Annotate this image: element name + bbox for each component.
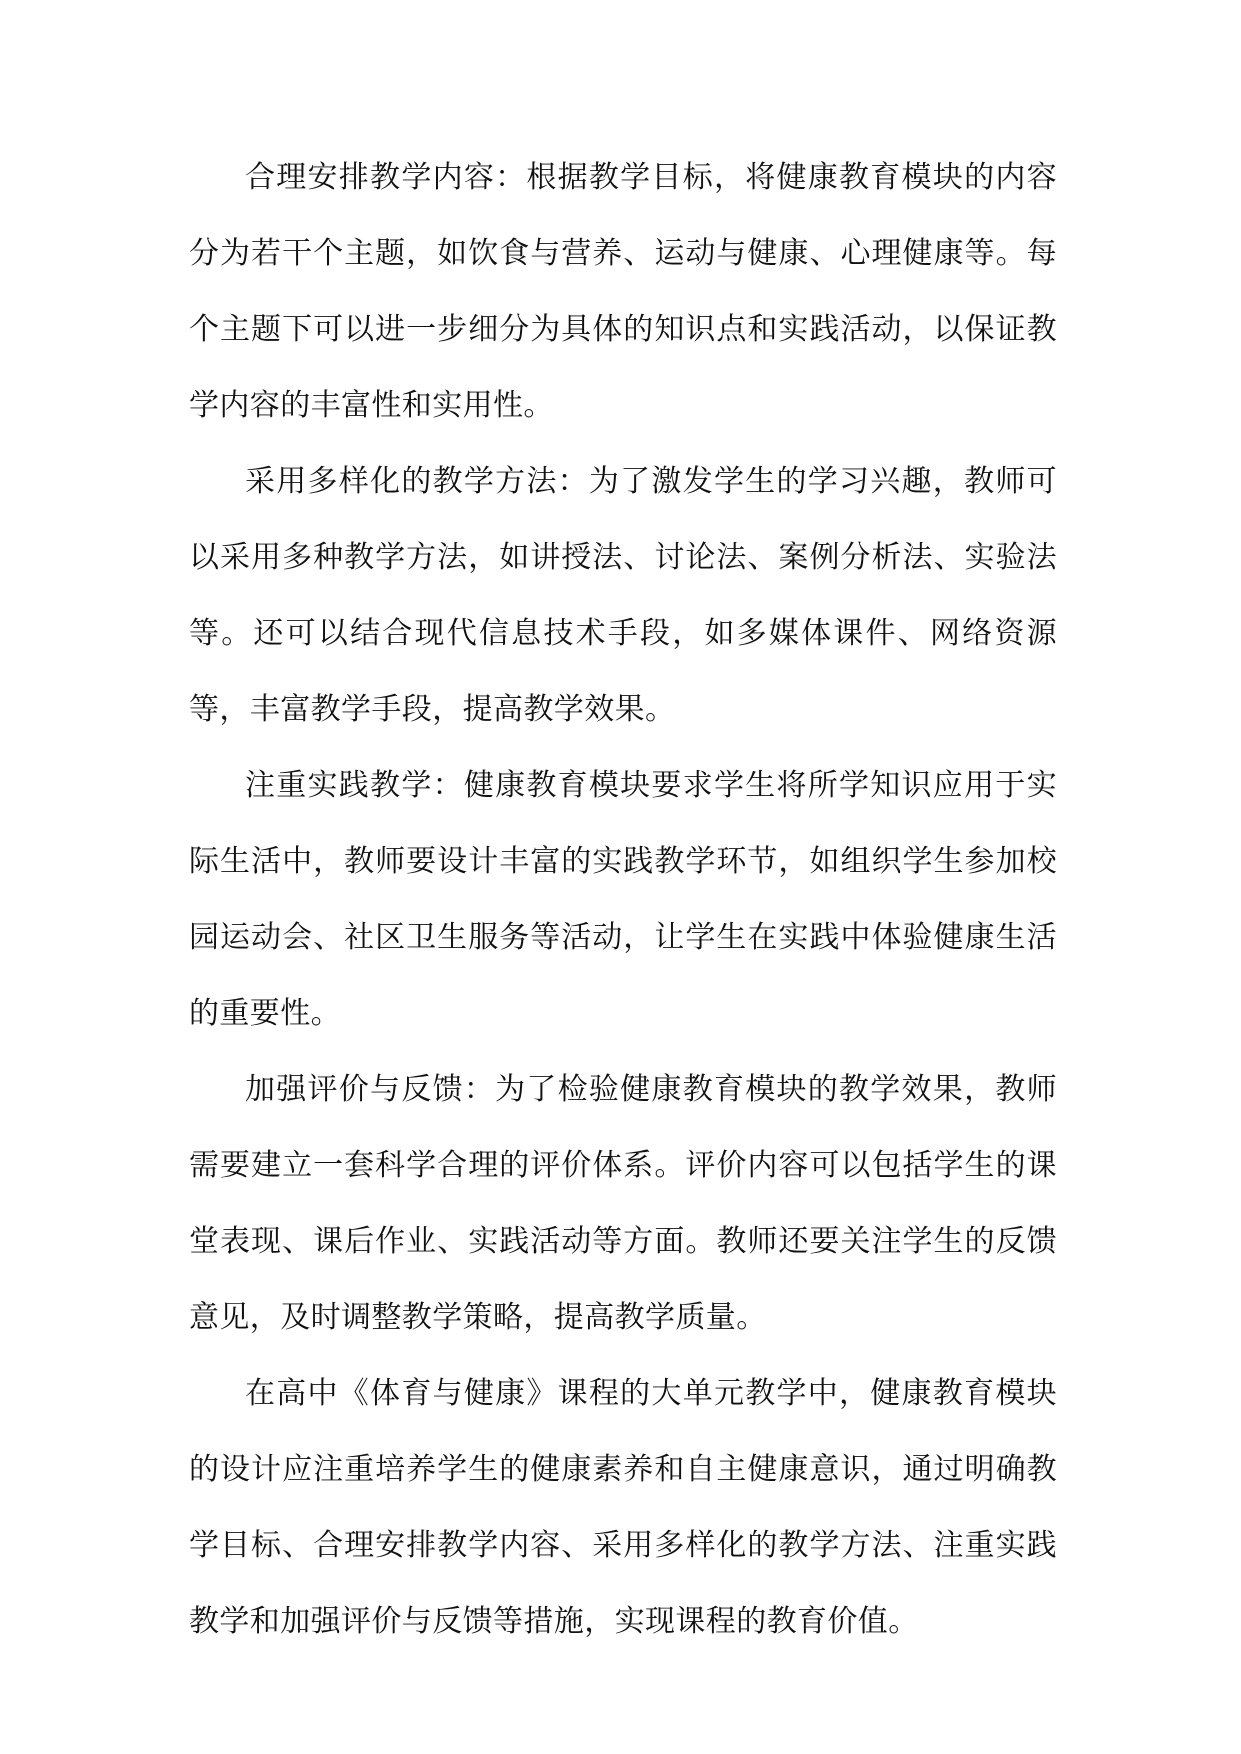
paragraph-evaluation-feedback: 加强评价与反馈：为了检验健康教育模块的教学效果，教师需要建立一套科学合理的评价体系。评价内容可以包括学生的课堂表现、课后作业、实践活动等方面。教师还要关注学生的反馈意见，及时调整教学策略，提高教学质量。: [189, 1072, 1057, 1335]
paragraph-conclusion: 在高中《体育与健康》课程的大单元教学中，健康教育模块的设计应注重培养学生的健康素养和自主健康意识，通过明确教学目标、合理安排教学内容、采用多样化的教学方法、注重实践教学和加强评价与反馈等措施，实现课程的教育价值。: [189, 1376, 1057, 1639]
paragraph-teaching-content: 合理安排教学内容：根据教学目标，将健康教育模块的内容分为若干个主题，如饮食与营养、运动与健康、心理健康等。每个主题下可以进一步细分为具体的知识点和实践活动，以保证教学内容的丰富性和实用性。: [189, 160, 1057, 423]
paragraph-teaching-methods: 采用多样化的教学方法：为了激发学生的学习兴趣，教师可以采用多种教学方法，如讲授法、讨论法、案例分析法、实验法等。还可以结合现代信息技术手段，如多媒体课件、网络资源等，丰富教学手段，提高教学效果。: [189, 464, 1057, 727]
paragraph-practice-teaching: 注重实践教学：健康教育模块要求学生将所学知识应用于实际生活中，教师要设计丰富的实践教学环节，如组织学生参加校园运动会、社区卫生服务等活动，让学生在实践中体验健康生活的重要性。: [189, 768, 1057, 1031]
document-body: [189, 140, 1057, 1660]
